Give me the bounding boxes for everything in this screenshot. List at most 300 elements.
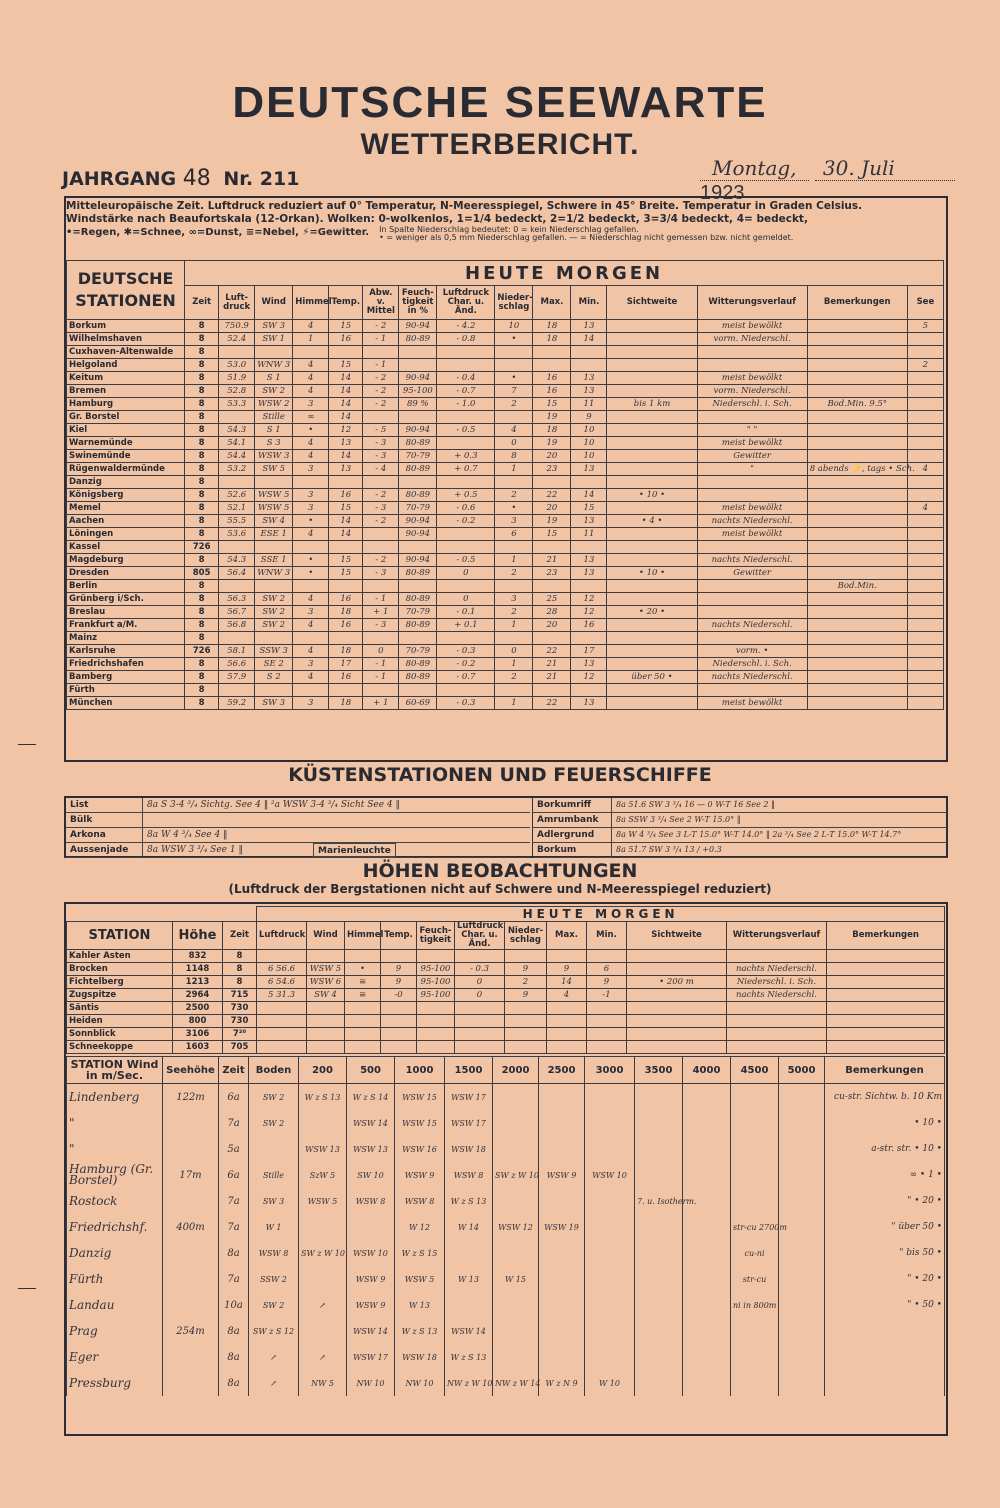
station-row [67,320,944,333]
station-name: Königsberg [67,489,185,502]
cell-feucht [399,359,437,372]
cell-see [907,411,943,424]
main-col-header: Nieder-schlag [495,286,533,320]
cell-verlauf: vorm. Niederschl. [697,385,807,398]
cell-see: 5 [907,320,943,333]
cell-temp [329,580,363,593]
aero-cell: WSW 5 [299,1188,347,1214]
cell-himmel [293,632,329,645]
cell-max: 23 [533,567,571,580]
station-row [67,619,944,632]
heute-morgen-title: HEUTE MORGEN [185,261,944,286]
hcell-druck [257,1002,307,1015]
aero-cell: W z N 9 [539,1370,585,1396]
cell-verlauf [697,411,807,424]
aero-col-header: 2000 [493,1057,539,1084]
aero-hoehe [163,1292,219,1318]
aero-cell [635,1344,683,1370]
margin-mark-2 [18,1288,36,1289]
cell-himmel: 3 [293,463,329,476]
main-col-header: Temp. [329,286,363,320]
aero-cell [683,1136,731,1162]
cell-druck: 59.2 [219,697,255,710]
margin-mark-1 [18,744,36,745]
cell-wind: SW 5 [255,463,293,476]
aero-cell [731,1318,779,1344]
hoehen-col-header: Luftdruck Char. u. Änd. [455,922,505,950]
hcell-bem [827,989,945,1002]
hoehen-table [66,906,945,1054]
cell-temp: 18 [329,606,363,619]
cell-verlauf: nachts Niederschl. [697,671,807,684]
cell-temp [329,476,363,489]
cell-min [571,359,607,372]
aero-cell: WSW 10 [347,1240,395,1266]
cell-druck: 53.0 [219,359,255,372]
cell-himmel: ∞ [293,411,329,424]
station-name: Berlin [67,580,185,593]
cell-sicht [607,684,697,697]
aero-cell: SW 10 [347,1162,395,1188]
cell-nied: 2 [495,489,533,502]
cell-sicht: • 4 • [607,515,697,528]
hoehen-row [67,1015,945,1028]
cell-bem [807,372,907,385]
aero-cell [493,1292,539,1318]
coast-row [533,828,947,843]
cell-sicht [607,372,697,385]
hcell-feucht: 95-100 [417,963,455,976]
coast-row [533,798,947,813]
hcell-druck: 6 54.6 [257,976,307,989]
cell-min: 13 [571,385,607,398]
hcell-druck [257,1041,307,1054]
hcell-sicht [627,989,727,1002]
hcell-verlauf: nachts Niederschl. [727,963,827,976]
main-col-header: Luftdruck Char. u. Änd. [437,286,495,320]
cell-nied: • [495,333,533,346]
aero-cell [299,1214,347,1240]
cell-bem [807,632,907,645]
hcell-wind [307,1028,345,1041]
cell-bem [807,528,907,541]
cell-bem [807,619,907,632]
aero-cell: WSW 15 [395,1110,445,1136]
cell-wind [255,580,293,593]
cell-bem [807,437,907,450]
cell-himmel: • [293,515,329,528]
hcell-feucht: 95-100 [417,989,455,1002]
hcell-temp [381,1015,417,1028]
cell-nied: 2 [495,567,533,580]
aero-cell [731,1344,779,1370]
cell-zeit: 8 [185,398,219,411]
cell-verlauf: " " [697,424,807,437]
hcell-zeit: 8 [223,950,257,963]
station-name: Mainz [67,632,185,645]
aero-row [67,1370,945,1396]
cell-max: 20 [533,619,571,632]
cell-wind: SW 1 [255,333,293,346]
cell-max: 15 [533,528,571,541]
cell-druck: 54.3 [219,424,255,437]
cell-max [533,632,571,645]
coast-row [66,843,530,858]
cell-sicht: • 10 • [607,489,697,502]
hcell-bem [827,1015,945,1028]
cell-druck [219,411,255,424]
hoehen-row [67,1028,945,1041]
cell-sicht [607,697,697,710]
cell-wind: SW 2 [255,593,293,606]
cell-max: 21 [533,554,571,567]
hcell-char: - 0.3 [455,963,505,976]
cell-druck: 51.9 [219,372,255,385]
cell-temp: 13 [329,463,363,476]
aero-cell: SW 2 [249,1292,299,1318]
aero-row [67,1240,945,1266]
aero-row [67,1188,945,1214]
cell-nied: 7 [495,385,533,398]
hoehen-col-header: Wind [307,922,345,950]
cell-druck [219,476,255,489]
aero-hoehe: 17m [163,1162,219,1188]
aero-cell [493,1344,539,1370]
cell-abw: - 1 [363,593,399,606]
cell-verlauf: nachts Niederschl. [697,619,807,632]
cell-char: - 0.1 [437,606,495,619]
aero-cell: W z S 13 [445,1344,493,1370]
cell-verlauf: Gewitter [697,567,807,580]
aero-col-header: 500 [347,1057,395,1084]
aero-row [67,1214,945,1240]
hoehen-col-header: Bemerkungen [827,922,945,950]
cell-abw: - 3 [363,437,399,450]
cell-min: 16 [571,619,607,632]
hoehen-row [67,989,945,1002]
main-col-header: Bemerkungen [807,286,907,320]
hcell-sicht [627,1002,727,1015]
cell-see [907,424,943,437]
station-name: Memel [67,502,185,515]
hcell-verlauf [727,1028,827,1041]
cell-bem [807,671,907,684]
cell-abw [363,346,399,359]
cell-zeit: 8 [185,437,219,450]
cell-min: 10 [571,450,607,463]
aero-row [67,1266,945,1292]
cell-max [533,580,571,593]
aero-cell [635,1136,683,1162]
aero-cell: WSW 14 [347,1110,395,1136]
hcell-wind [307,950,345,963]
aero-cell: ↗ [249,1344,299,1370]
aero-cell: WSW 8 [249,1240,299,1266]
cell-feucht: 80-89 [399,437,437,450]
cell-min [571,632,607,645]
cell-sicht: bis 1 km [607,398,697,411]
cell-see [907,645,943,658]
hcell-hoehe: 832 [173,950,223,963]
hcell-hoehe: 3106 [173,1028,223,1041]
hcell-min: 6 [587,963,627,976]
cell-himmel: 3 [293,658,329,671]
cell-sicht [607,658,697,671]
cell-min: 13 [571,515,607,528]
hcell-verlauf: nachts Niederschl. [727,989,827,1002]
cell-feucht [399,346,437,359]
main-col-header: Luft-druck [219,286,255,320]
station-row [67,515,944,528]
cell-temp: 16 [329,619,363,632]
aero-row [67,1318,945,1344]
coast-row [66,813,530,828]
cell-feucht: 90-94 [399,372,437,385]
hcell-verlauf [727,950,827,963]
hcell-char [455,950,505,963]
cell-himmel [293,684,329,697]
cell-temp: 16 [329,671,363,684]
cell-zeit: 8 [185,658,219,671]
hoehen-col-header: Min. [587,922,627,950]
cell-char: - 0.5 [437,424,495,437]
cell-himmel: 4 [293,671,329,684]
cell-druck [219,346,255,359]
cell-see [907,632,943,645]
aero-col-header: 5000 [779,1057,825,1084]
aero-zeit: 6a [219,1084,249,1111]
hcell-feucht: 95-100 [417,976,455,989]
cell-verlauf: nachts Niederschl. [697,515,807,528]
cell-feucht: 80-89 [399,671,437,684]
station-name: Bamberg [67,671,185,684]
coast-value: 8a S 3-4 ³/₄ Sichtg. See 4 ‖ ²a WSW 3-4 ³/₄ Sicht See 4 ‖ [147,800,400,810]
aero-col-header: 4500 [731,1057,779,1084]
cell-himmel: 3 [293,697,329,710]
cell-zeit: 726 [185,541,219,554]
cell-min: 10 [571,424,607,437]
aero-cell [539,1084,585,1111]
station-name: Karlsruhe [67,645,185,658]
cell-sicht: • 10 • [607,567,697,580]
station-row [67,359,944,372]
cell-nied: 0 [495,645,533,658]
cell-feucht: 80-89 [399,463,437,476]
cell-zeit: 8 [185,606,219,619]
station-row [67,593,944,606]
cell-wind: S 1 [255,424,293,437]
hcell-zeit: 730 [223,1015,257,1028]
cell-verlauf: nachts Niederschl. [697,554,807,567]
station-row [67,580,944,593]
aero-cell [445,1292,493,1318]
hcell-min [587,1028,627,1041]
page-title: DEUTSCHE SEEWARTE [232,78,768,127]
aero-cell: WSW 13 [347,1136,395,1162]
aero-cell: SW z S 12 [249,1318,299,1344]
station-name: Wilhelmshaven [67,333,185,346]
cell-himmel [293,476,329,489]
cell-abw [363,528,399,541]
cell-char: + 0.7 [437,463,495,476]
cell-bem [807,697,907,710]
station-name: Danzig [67,476,185,489]
aero-cell: 7. u. Isotherm. [635,1188,683,1214]
cell-sicht: • 20 • [607,606,697,619]
aero-col-header: 4000 [683,1057,731,1084]
aero-col-header: 2500 [539,1057,585,1084]
aero-cell [635,1292,683,1318]
cell-char: - 0.3 [437,645,495,658]
cell-abw: - 4 [363,463,399,476]
coast-value: 8a 51.6 SW 3 ³/₄ 16 — 0 W-T 16 See 2 ‖ [616,800,775,809]
aero-cell: WSW 9 [539,1162,585,1188]
cell-abw: - 2 [363,372,399,385]
cell-wind: Stille [255,411,293,424]
main-col-header: Min. [571,286,607,320]
aero-cell [539,1266,585,1292]
station-name: Warnemünde [67,437,185,450]
aero-cell [493,1136,539,1162]
cell-sicht [607,645,697,658]
aero-cell: WSW 8 [347,1188,395,1214]
hcell-bem [827,1002,945,1015]
cell-sicht [607,502,697,515]
cell-druck: 55.5 [219,515,255,528]
cell-himmel: 1 [293,333,329,346]
cell-abw: - 1 [363,671,399,684]
station-row [67,476,944,489]
hcell-temp: 9 [381,976,417,989]
aero-cell: W 14 [445,1214,493,1240]
hoehen-col-header: Zeit [223,922,257,950]
cell-zeit: 8 [185,528,219,541]
aero-zeit: 7a [219,1188,249,1214]
cell-nied: 2 [495,671,533,684]
aero-cell [493,1318,539,1344]
cell-feucht: 70-79 [399,606,437,619]
cell-char: - 0.2 [437,515,495,528]
aero-bem: a-str. str. • 10 • [825,1136,945,1162]
cell-max: 18 [533,424,571,437]
cell-see [907,528,943,541]
cell-verlauf: meist bewölkt [697,502,807,515]
aero-cell [779,1136,825,1162]
hoehen-col-header: Witterungsverlauf [727,922,827,950]
cell-temp: 14 [329,515,363,528]
cell-see [907,346,943,359]
cell-see [907,697,943,710]
hoehen-col-header: Nieder-schlag [505,922,547,950]
cell-zeit: 8 [185,411,219,424]
aero-zeit: 10a [219,1292,249,1318]
cell-feucht: 90-94 [399,320,437,333]
main-col-header: See [907,286,943,320]
cell-zeit: 8 [185,385,219,398]
cell-zeit: 8 [185,580,219,593]
aero-cell: ni in 800m [731,1292,779,1318]
aero-cell: cu-ni [731,1240,779,1266]
cell-wind: SW 2 [255,606,293,619]
cell-see: 4 [907,463,943,476]
cell-char: + 0.3 [437,450,495,463]
hcell-feucht [417,1041,455,1054]
cell-himmel: 4 [293,385,329,398]
cell-see [907,385,943,398]
cell-char [437,528,495,541]
cell-verlauf: meist bewölkt [697,437,807,450]
cell-druck [219,580,255,593]
cell-see [907,567,943,580]
cell-verlauf [697,593,807,606]
hcell-hoehe: 1213 [173,976,223,989]
cell-nied [495,411,533,424]
cell-sicht [607,359,697,372]
cell-verlauf [697,632,807,645]
aero-cell: WSW 18 [445,1136,493,1162]
aero-cell: WSW 8 [395,1188,445,1214]
hoehen-station: Kahler Asten [67,950,173,963]
main-col-header: Witterungsverlauf [697,286,807,320]
aero-cell: SW 2 [249,1084,299,1111]
cell-nied: 1 [495,697,533,710]
aero-cell [539,1240,585,1266]
cell-nied: 3 [495,593,533,606]
hcell-zeit: 7²⁰ [223,1028,257,1041]
cell-abw: - 2 [363,398,399,411]
cell-feucht: 80-89 [399,658,437,671]
cell-nied: 10 [495,320,533,333]
hoehen-station: Brocken [67,963,173,976]
cell-sicht [607,528,697,541]
coast-value: 8a 51.7 SW 3 ³/₄ 13 / +0.3 [616,845,722,854]
cell-verlauf: meist bewölkt [697,320,807,333]
cell-max: 18 [533,320,571,333]
cell-min: 14 [571,333,607,346]
aero-zeit: 5a [219,1136,249,1162]
hcell-char [455,1015,505,1028]
cell-druck: 56.3 [219,593,255,606]
hcell-zeit: 8 [223,963,257,976]
cell-see: 2 [907,359,943,372]
aero-cell: WSW 17 [445,1084,493,1111]
hcell-temp [381,1041,417,1054]
issue-info [62,166,299,191]
cell-feucht: 80-89 [399,489,437,502]
aero-cell: ↗ [249,1370,299,1396]
cell-feucht: 90-94 [399,554,437,567]
cell-nied: 6 [495,528,533,541]
cell-min: 13 [571,554,607,567]
cell-min: 14 [571,489,607,502]
cell-min [571,684,607,697]
cell-feucht [399,580,437,593]
hcell-nied: 9 [505,963,547,976]
aero-cell [299,1266,347,1292]
hcell-himmel: ≡ [345,989,381,1002]
coast-station: Adlergrund [533,828,612,842]
cell-temp: 14 [329,450,363,463]
station-row [67,372,944,385]
aero-cell: WSW 9 [347,1266,395,1292]
cell-himmel: 4 [293,320,329,333]
hcell-himmel: • [345,963,381,976]
cell-see [907,541,943,554]
aero-cell: WSW 5 [395,1266,445,1292]
aero-cell [493,1084,539,1111]
aero-cell: W z S 14 [347,1084,395,1111]
aero-cell [731,1162,779,1188]
